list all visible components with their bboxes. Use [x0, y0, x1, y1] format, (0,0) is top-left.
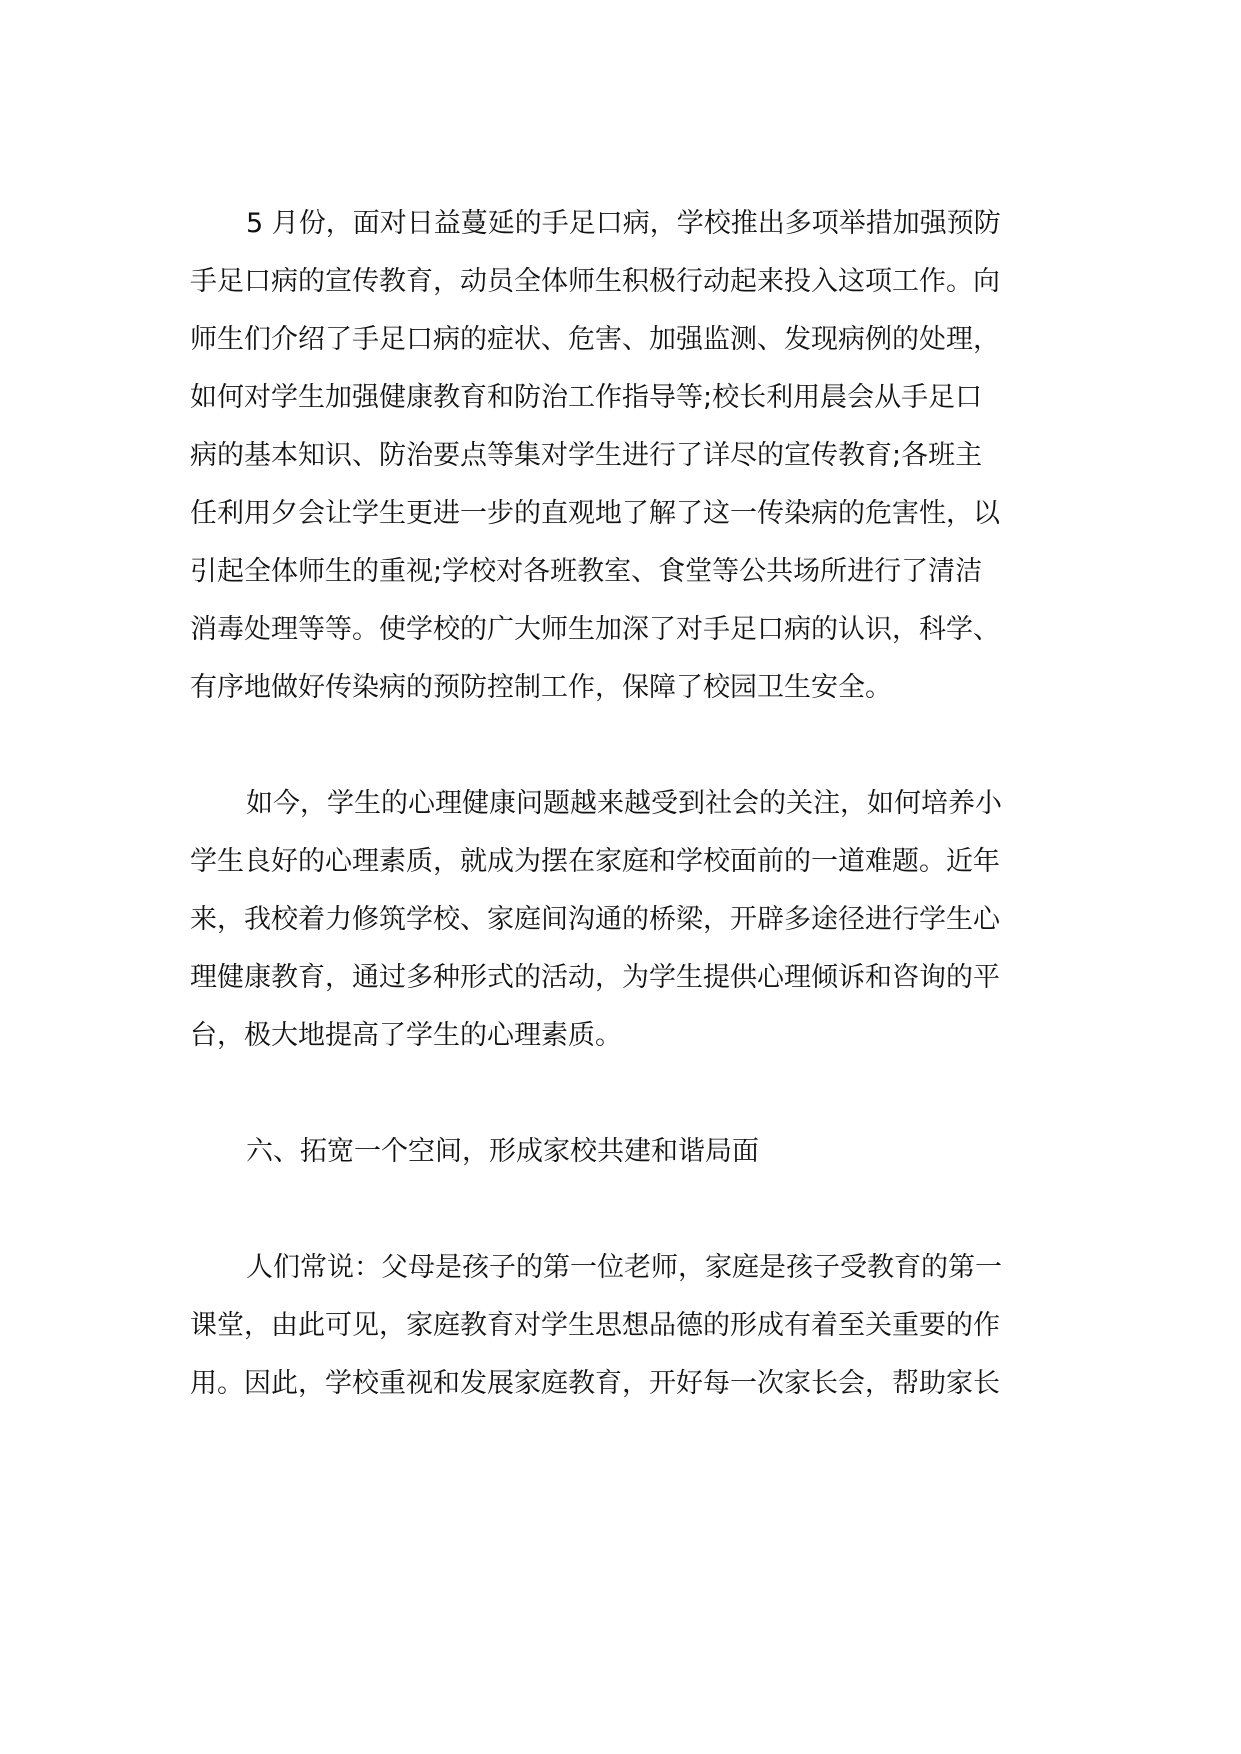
text-line: 用。因此，学校重视和发展家庭教育，开好每一次家长会，帮助家长 — [190, 1368, 1000, 1399]
text-line: 来，我校着力修筑学校、家庭间沟通的桥梁，开辟多途径进行学生心 — [190, 904, 1000, 935]
text-line: 5 月份，面对日益蔓延的手足口病，学校推出多项举措加强预防 — [246, 208, 1001, 239]
text-line: 如何对学生加强健康教育和防治工作指导等;校长利用晨会从手足口 — [190, 382, 983, 413]
text-line: 病的基本知识、防治要点等集对学生进行了详尽的宣传教育;各班主 — [190, 440, 983, 471]
text-line: 课堂，由此可见，家庭教育对学生思想品德的形成有着至关重要的作 — [190, 1310, 1000, 1341]
text-line: 理健康教育，通过多种形式的活动，为学生提供心理倾诉和咨询的平 — [190, 962, 1000, 993]
text-line: 台，极大地提高了学生的心理素质。 — [190, 1020, 622, 1051]
text-line: 人们常说：父母是孩子的第一位老师，家庭是孩子受教育的第一 — [246, 1252, 1002, 1283]
heading-line: 六、拓宽一个空间，形成家校共建和谐局面 — [246, 1136, 759, 1167]
text-line: 有序地做好传染病的预防控制工作，保障了校园卫生安全。 — [190, 672, 892, 703]
text-line: 引起全体师生的重视;学校对各班教室、食堂等公共场所进行了清洁 — [190, 556, 983, 587]
text-line: 如今，学生的心理健康问题越来越受到社会的关注，如何培养小 — [246, 788, 1002, 819]
text-line: 手足口病的宣传教育，动员全体师生积极行动起来投入这项工作。向 — [190, 266, 1000, 297]
text-line: 任利用夕会让学生更进一步的直观地了解了这一传染病的危害性，以 — [190, 498, 1000, 529]
text-line: 师生们介绍了手足口病的症状、危害、加强监测、发现病例的处理， — [190, 324, 1000, 355]
text-line: 消毒处理等等。使学校的广大师生加深了对手足口病的认识，科学、 — [190, 614, 1000, 645]
text-line: 学生良好的心理素质，就成为摆在家庭和学校面前的一道难题。近年 — [190, 846, 1000, 877]
